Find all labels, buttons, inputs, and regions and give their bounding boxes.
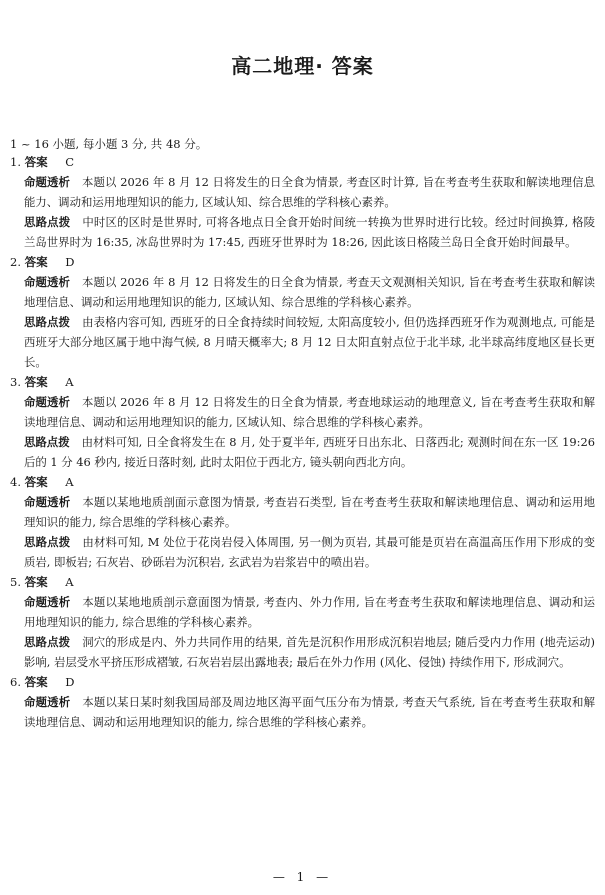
question-block [10, 572, 595, 672]
page-number: — 1 — [272, 870, 333, 884]
analysis-tag: 命题透析 [24, 175, 70, 189]
approach-tag: 思路点拨 [24, 315, 71, 329]
answer-value: D [65, 255, 75, 269]
answer-value: A [65, 475, 74, 489]
question-number: 6. [10, 675, 21, 689]
analysis-text: 本题以 2026 年 8 月 12 日将发生的日全食为情景, 考查地球运动的地理意义, 旨在考查考生获取和解读地理信息、调动和运用地理知识的能力, 区域认知、综合思维的学科核心素养。 [24, 395, 595, 429]
approach-tag: 思路点拨 [24, 635, 71, 649]
analysis-text: 本题以 2026 年 8 月 12 日将发生的日全食为情景, 考查天文观测相关知识, 旨在考查考生获取和解读地理信息、调动和运用地理知识的能力, 区域认知、综合思维的学科核心素养。 [24, 275, 595, 309]
question-block [10, 252, 595, 372]
analysis-text: 本题以 2026 年 8 月 12 日将发生的日全食为情景, 考查区时计算, 旨在考查考生获取和解读地理信息能力、调动和运用地理知识的能力, 区域认知、综合思维的学科核心素养。 [24, 175, 595, 209]
question-header [10, 472, 595, 492]
approach-tag: 思路点拨 [24, 535, 71, 549]
question-number: 5. [10, 575, 21, 589]
approach-tag: 思路点拨 [24, 435, 70, 449]
approach-text: 由表格内容可知, 西班牙的日全食持续时间较短, 太阳高度较小, 但仍选择西班牙作为观测地点, 可能是西班牙大部分地区属于地中海气候, 8 月晴天概率大; 8 月 12 日太阳直射点位于北半球, 北半球高纬度地区昼长更长。 [24, 315, 595, 369]
intro-text: 1 ~ 16 小题, 每小题 3 分, 共 48 分。 [10, 137, 208, 151]
analysis-tag: 命题透析 [24, 595, 71, 609]
answer-label: 答案 [24, 155, 48, 169]
question-number: 2. [10, 255, 21, 269]
question-block [10, 372, 595, 472]
approach-text: 中时区的区时是世界时, 可将各地点日全食开始时间统一转换为世界时进行比较。经过时间换算, 格陵兰岛世界时为 16:35, 冰岛世界时为 17:45, 西班牙世界时为 18:26, 因此该日格陵兰岛日全食开始时间最早。 [24, 215, 595, 249]
approach-paragraph [10, 212, 595, 252]
question-header [10, 672, 595, 692]
analysis-paragraph [10, 392, 595, 432]
question-number: 4. [10, 475, 21, 489]
answer-label: 答案 [24, 475, 48, 489]
analysis-paragraph [10, 172, 595, 212]
question-header [10, 252, 595, 272]
answer-value: A [65, 375, 74, 389]
analysis-text: 本题以某地地质剖面示意图为情景, 考查岩石类型, 旨在考查考生获取和解读地理信息、调动和运用地理知识的能力, 综合思维的学科核心素养。 [24, 495, 595, 529]
question-header [10, 572, 595, 592]
answer-value: A [65, 575, 74, 589]
page-title: 高二地理· 答案 [231, 54, 374, 78]
analysis-paragraph [10, 692, 595, 732]
analysis-paragraph [10, 492, 595, 532]
question-header [10, 152, 595, 172]
answer-label: 答案 [24, 255, 48, 269]
answer-label: 答案 [24, 375, 48, 389]
analysis-text: 本题以某地地质剖示意面图为情景, 考查内、外力作用, 旨在考查考生获取和解读地理信息、调动和运用地理知识的能力, 综合思维的学科核心素养。 [24, 595, 595, 629]
approach-paragraph [10, 312, 595, 372]
analysis-tag: 命题透析 [24, 275, 70, 289]
question-number: 1. [10, 155, 21, 169]
approach-text: 由材料可知, 日全食将发生在 8 月, 处于夏半年, 西班牙日出东北、日落西北; 观测时间在东一区 19:26 后的 1 分 46 秒内, 接近日落时刻, 此时太阳位于西北方, 镜头朝向西北方向。 [24, 435, 595, 469]
answer-value: D [65, 675, 75, 689]
approach-text: 洞穴的形成是内、外力共同作用的结果, 首先是沉积作用形成沉积岩地层; 随后受内力作用 (地壳运动) 影响, 岩层受水平挤压形成褶皱, 石灰岩岩层出露地表; 最后在外力作用 (风化、侵蚀) 持续作用下, 形成洞穴。 [24, 635, 595, 669]
analysis-text: 本题以某日某时刻我国局部及周边地区海平面气压分布为情景, 考查天气系统, 旨在考查考生获取和解读地理信息、调动和运用地理知识的能力, 综合思维的学科核心素养。 [24, 695, 595, 729]
question-number: 3. [10, 375, 21, 389]
analysis-tag: 命题透析 [24, 395, 70, 409]
answer-label: 答案 [24, 675, 48, 689]
analysis-tag: 命题透析 [24, 695, 71, 709]
approach-paragraph [10, 632, 595, 672]
approach-paragraph [10, 432, 595, 472]
approach-tag: 思路点拨 [24, 215, 71, 229]
analysis-paragraph [10, 592, 595, 632]
analysis-paragraph [10, 272, 595, 312]
question-header [10, 372, 595, 392]
analysis-tag: 命题透析 [24, 495, 71, 509]
answers-list [10, 152, 595, 732]
answer-label: 答案 [24, 575, 48, 589]
question-block [10, 152, 595, 252]
approach-paragraph [10, 532, 595, 572]
approach-text: 由材料可知, M 处位于花岗岩侵入体周围, 另一侧为页岩, 其最可能是页岩在高温高压作用下形成的变质岩, 即板岩; 石灰岩、砂砾岩为沉积岩, 玄武岩为岩浆岩中的喷出岩。 [24, 535, 595, 569]
question-block [10, 472, 595, 572]
question-block [10, 672, 595, 732]
answer-value: C [65, 155, 75, 169]
